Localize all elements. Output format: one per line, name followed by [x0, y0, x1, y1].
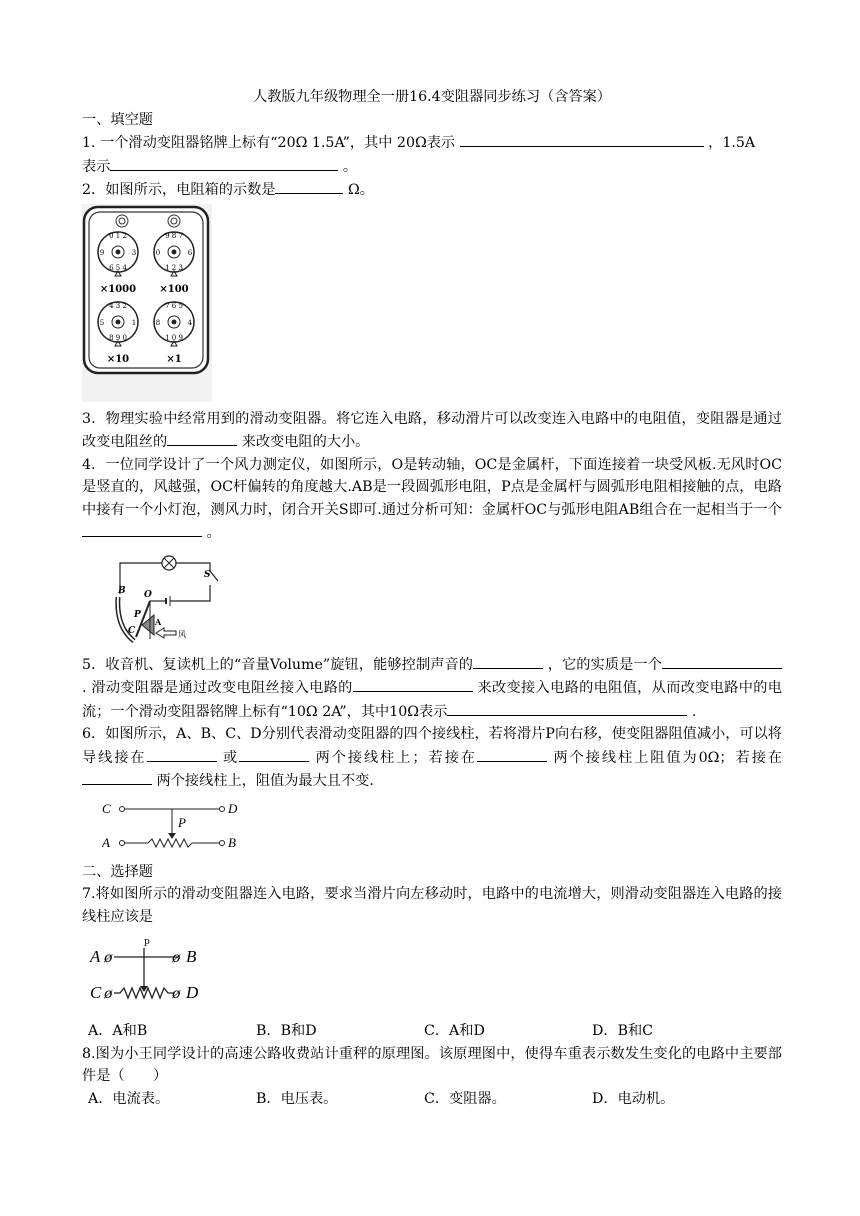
answer-blank[interactable] — [82, 521, 202, 537]
svg-text:3: 3 — [131, 248, 137, 257]
answer-blank[interactable] — [477, 746, 547, 762]
svg-text:1 0 9: 1 0 9 — [165, 333, 183, 342]
option-d[interactable]: D．电动机。 — [592, 1090, 675, 1107]
option-c[interactable]: C．A和D — [424, 1023, 485, 1039]
dial-label: ×1000 — [99, 283, 137, 295]
svg-text:0 1 2: 0 1 2 — [109, 231, 127, 240]
option-b[interactable]: B．电压表。 — [256, 1090, 338, 1107]
svg-text:8 9 0: 8 9 0 — [109, 333, 127, 342]
answer-blank[interactable] — [110, 155, 338, 171]
answer-blank[interactable] — [353, 676, 473, 692]
question-7: 7.将如图所示的滑动变阻器连入电路，要求当滑片向左移动时，电路中的电流增大，则滑动变阻器连入电路的接线柱应该是 — [82, 886, 782, 925]
svg-text:1 2 3: 1 2 3 — [165, 263, 183, 272]
svg-text:ø: ø — [104, 986, 113, 1002]
svg-text:A: A — [102, 834, 110, 850]
wind-meter-figure — [98, 549, 228, 649]
svg-text:1: 1 — [131, 318, 137, 327]
svg-text:B: B — [118, 585, 126, 596]
svg-text:O: O — [144, 589, 152, 600]
question-2: 2．如图所示，电阻箱的示数是 Ω。 — [82, 178, 782, 202]
svg-text:风: 风 — [178, 629, 186, 639]
question-8-options — [82, 1088, 782, 1111]
svg-text:A: A — [155, 616, 162, 627]
question-8: 8.图为小王同学设计的高速公路收费站计重秤的原理图。该原理图中，使得车重表示数发生变化的电路中主要部件是（ ） — [82, 1045, 782, 1084]
question-1: 1. 一个滑动变阻器铭牌上标有“20Ω 1.5A”，其中 20Ω表示 ，1.5A 表示 。 — [82, 131, 782, 178]
answer-blank[interactable] — [147, 746, 217, 762]
answer-blank[interactable] — [447, 700, 687, 716]
option-c[interactable]: C．变阻器。 — [424, 1090, 506, 1107]
answer-blank[interactable] — [275, 178, 343, 194]
section-fill-in: 一、填空题 — [82, 111, 153, 128]
svg-text:9 8 7: 9 8 7 — [165, 231, 183, 240]
page-title: 人教版九年级物理全一册16.4变阻器同步练习（含答案） — [253, 89, 611, 105]
option-d[interactable]: D．B和C — [592, 1023, 654, 1039]
option-a[interactable]: A．电流表。 — [88, 1090, 170, 1107]
svg-text:ø: ø — [172, 950, 181, 966]
svg-text:ø: ø — [104, 950, 113, 966]
svg-text:6 5 4: 6 5 4 — [109, 263, 127, 272]
svg-text:P: P — [178, 814, 186, 830]
svg-text:S: S — [204, 569, 211, 580]
svg-text:B: B — [186, 947, 197, 966]
svg-text:ø: ø — [172, 986, 181, 1002]
svg-text:7 6 5: 7 6 5 — [165, 301, 183, 310]
question-7-options — [82, 1020, 782, 1043]
question-5: 5．收音机、复读机上的“音量Volume”旋钮，能够控制声音的 ，它的实质是一个 . 滑动变阻器是通过改变电阻丝接入电路的 来改变接入电路的电阻值，从而改变电路中的电流；一个滑动变阻器铭牌上标有“10Ω 2A”，其中10Ω表示 . — [82, 653, 782, 724]
switch-icon — [210, 571, 218, 581]
rheostat-figure-q6 — [102, 797, 262, 857]
question-6: 6．如图所示，A、B、C、D分别代表滑动变阻器的四个接线柱，若将滑片P向右移，使变阻器阻值减小，可以将导线接在 或 两个接线柱上；若接在 两个接线柱上阻值为0Ω；若接在 两个接线柱上，阻值为最大且不变. — [82, 726, 783, 789]
option-b[interactable]: B．B和D — [256, 1023, 317, 1039]
svg-text:C: C — [102, 800, 111, 816]
answer-blank[interactable] — [82, 769, 152, 785]
dial-label: ×10 — [106, 353, 130, 365]
svg-text:4 3 2: 4 3 2 — [109, 301, 127, 310]
dial-label: ×1 — [166, 353, 182, 365]
option-a[interactable]: A．A和B — [88, 1023, 148, 1039]
question-4: 4．一位同学设计了一个风力测定仪，如图所示，O是转动轴，OC是金属杆，下面连接着一块受风板.无风时OC是竖直的，风越强，OC杆偏转的角度越大.AB是一段圆弧形电阻，P点是金属杆与圆弧形电阻相接触的点，电路中接有一个小灯泡，测风力时，闭合开关S即可.通过分析可知：金属杆OC与弧形电阻AB组合在一起相当于一个 。 — [82, 456, 782, 541]
answer-blank[interactable] — [473, 653, 543, 669]
section-choice: 二、选择题 — [82, 863, 153, 880]
svg-text:8: 8 — [155, 318, 161, 327]
worksheet — [82, 86, 782, 1110]
answer-blank[interactable] — [662, 653, 782, 669]
resistor-box-figure — [82, 204, 212, 402]
rheostat-figure-q7 — [86, 932, 216, 1016]
svg-text:4: 4 — [187, 318, 193, 327]
svg-text:C: C — [128, 625, 136, 636]
svg-text:D: D — [186, 983, 199, 1002]
answer-blank[interactable] — [239, 746, 309, 762]
svg-text:5: 5 — [99, 318, 105, 327]
svg-text:0: 0 — [155, 248, 161, 257]
svg-text:B: B — [228, 834, 236, 850]
svg-text:9: 9 — [99, 248, 105, 257]
svg-text:P: P — [134, 609, 141, 620]
svg-text:C: C — [90, 983, 102, 1002]
svg-text:A: A — [90, 947, 101, 966]
question-3: 3．物理实验中经常用到的滑动变阻器。将它连入电路，移动滑片可以改变连入电路中的电阻值，变阻器是通过改变电阻丝的 来改变电阻的大小。 — [82, 410, 782, 450]
svg-text:6: 6 — [187, 248, 193, 257]
dial-label: ×100 — [159, 283, 189, 295]
svg-text:p: p — [144, 937, 150, 947]
answer-blank[interactable] — [460, 131, 704, 147]
answer-blank[interactable] — [167, 430, 237, 446]
svg-text:D: D — [228, 800, 238, 816]
